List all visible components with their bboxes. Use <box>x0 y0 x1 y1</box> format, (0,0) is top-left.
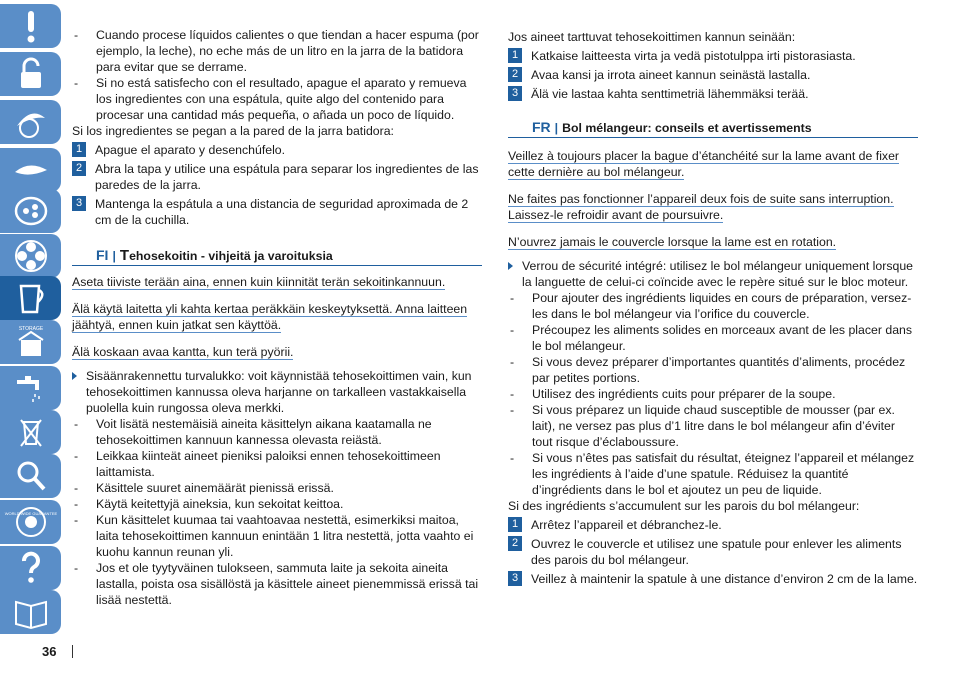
warning-text: Älä koskaan avaa kantta, kun terä pyörii. <box>72 345 294 359</box>
section-title <box>120 248 333 264</box>
step-text: Mantenga la espátula a una distancia de seguridad aproximada de 2 cm de la cuchilla. <box>95 197 469 227</box>
question-icon[interactable] <box>0 546 61 590</box>
section-title: Bol mélangeur: conseils et avertissements <box>562 121 812 135</box>
es-intro: Si los ingredientes se pegan a la pared de la jarra batidora: <box>72 124 394 138</box>
storage-label: STORAGE <box>18 326 43 332</box>
fi-section-heading <box>72 247 482 266</box>
lang-code: FR <box>532 119 551 135</box>
fr-intro: Si des ingrédients s’accumulent sur les parois du bol mélangeur: <box>508 499 860 513</box>
fi-intro: Jos aineet tarttuvat tehosekoittimen kannun seinään: <box>508 30 796 44</box>
fi-tip: - Käsittele suuret ainemäärät pienissä erissä. <box>72 480 482 496</box>
magnifier-icon[interactable] <box>0 454 61 498</box>
page-number-divider <box>72 645 73 658</box>
es-step <box>72 196 482 228</box>
fi-tip: - Jos et ole tyytyväinen tulokseen, sammuta laite ja sekoita aineita lastalla, poista osa sisällöstä ja käsittele aineet pienemmissä erissä tai lisää nestettä. <box>72 560 482 608</box>
step-text: Älä vie lastaa kahta senttimetriä lähemmäksi terää. <box>531 87 809 101</box>
fi-step <box>508 67 918 83</box>
lang-separator: | <box>554 121 559 135</box>
warning-text: Ne faites pas fonctionner l’appareil deux fois de suite sans interruption. Laissez-le refroidir avant de poursuivre. <box>508 192 894 222</box>
step-text: Abra la tapa y utilice una espátula para separar los ingredientes de las paredes de la jarra. <box>95 162 479 192</box>
fi-bullet: Sisäänrakennettu turvalukko: voit käynnistää tehosekoittimen vain, kun tehosekoittimen kannussa oleva harjanne on tarkalleen vastakkaisella puolella kuin rungossa oleva merkki. <box>72 368 482 416</box>
warning-text: Älä käytä laitetta yli kahta kertaa peräkkäin keskeytyksettä. Anna laitteen jäähtyä, ennen kuin jatkat sen käyttöä. <box>72 302 468 332</box>
fr-section-heading <box>508 119 918 138</box>
fr-warning <box>508 148 918 180</box>
right-column <box>508 29 918 587</box>
step-text: Apague el aparato y desenchúfelo. <box>95 143 286 157</box>
page-number: 36 <box>42 644 57 659</box>
step-text: Arrêtez l’appareil et débranchez-le. <box>531 518 722 532</box>
step-number: 1 <box>508 517 522 532</box>
fr-tip: - Si vous devez préparer d’importantes quantités d’aliments, procédez par petites portions. <box>508 354 918 386</box>
fi-warning <box>72 301 482 333</box>
fr-tip: - Pour ajouter des ingrédients liquides en cours de préparation, versez-les dans le bol mélangeur via l’orifice du couvercle. <box>508 290 918 322</box>
step-number: 3 <box>72 196 86 211</box>
fr-tip: - Si vous préparez un liquide chaud susceptible de mousser (par ex. lait), ne versez pas plus d’1 litre dans le bol mélangeur afin d’éviter tout risque d’éclaboussure. <box>508 402 918 450</box>
es-tip: - Cuando procese líquidos calientes o que tiendan a hacer espuma (por ejemplo, la leche), no eche más de un litro en la jarra de la batidora para evitar que se derrame. <box>72 27 482 75</box>
guarantee-icon[interactable] <box>0 500 61 544</box>
tap-icon[interactable] <box>0 366 61 410</box>
step-text: Veillez à maintenir la spatule à une distance d’environ 2 cm de la lame. <box>531 572 918 586</box>
jug-icon[interactable] <box>0 276 61 320</box>
step-text: Ouvrez le couvercle et utilisez une spatule pour enlever les aliments des parois du bol mélangeur. <box>531 537 902 567</box>
fi-warning <box>72 344 482 360</box>
disc-icon[interactable] <box>0 234 61 278</box>
fi-tip: - Leikkaa kiinteät aineet pieniksi paloiksi ennen tehosekoittimeen laittamista. <box>72 448 482 480</box>
warning-text: N’ouvrez jamais le couvercle lorsque la lame est en rotation. <box>508 235 837 249</box>
step-number: 2 <box>508 536 522 551</box>
exclamation-icon[interactable] <box>0 4 61 48</box>
fr-tip: - Précoupez les aliments solides en morceaux avant de les placer dans le bol mélangeur. <box>508 322 918 354</box>
fr-step <box>508 517 918 533</box>
step-number: 3 <box>508 571 522 586</box>
step-number: 2 <box>508 67 522 82</box>
fi-step <box>508 86 918 102</box>
fi-tip: - Voit lisätä nestemäisiä aineita käsittelyn aikana kaatamalla ne tehosekoittimen kannuun kannessa olevasta reiästä. <box>72 416 482 448</box>
warning-text: Aseta tiiviste terään aina, ennen kuin kiinnität terän sekoitinkannuun. <box>72 275 446 289</box>
step-text: Katkaise laitteesta virta ja vedä pistotulppa irti pistorasiasta. <box>531 49 856 63</box>
title-initial: T <box>119 247 130 264</box>
fi-tip: - Kun käsittelet kuumaa tai vaahtoavaa nestettä, esimerkiksi maitoa, laita tehosekoittimen kannuun enintään 1 litra nestettä, jotta vaahto ei kuohu kannun reunan yli. <box>72 512 482 560</box>
fr-step <box>508 571 918 587</box>
fr-warning <box>508 191 918 223</box>
step-number: 1 <box>72 142 86 157</box>
fi-step <box>508 48 918 64</box>
lock-icon[interactable] <box>0 52 61 96</box>
title-rest: ehosekoitin - vihjeitä ja varoituksia <box>129 249 333 263</box>
step-number: 2 <box>72 161 86 176</box>
es-tip: - Si no está satisfecho con el resultado, apague el aparato y remueva los ingredientes con una espátula, quite algo del contenido para procesar una cantidad más pequeña, o añada un poco de líquido. <box>72 75 482 123</box>
step-text: Avaa kansi ja irrota aineet kannun seinästä lastalla. <box>531 68 811 82</box>
fi-tip: - Käytä keitettyjä aineksia, kun sekoitat keittoa. <box>72 496 482 512</box>
fr-tip: - Si vous n’êtes pas satisfait du résultat, éteignez l’appareil et mélangez les ingrédients à l’aide d’une spatule. Réduisez la quantité d’ingrédients dans le bol et ajoutez un peu de liquide. <box>508 450 918 498</box>
step-number: 1 <box>508 48 522 63</box>
step-number: 3 <box>508 86 522 101</box>
sidebar <box>0 0 61 640</box>
lang-code: FI <box>96 247 109 263</box>
fr-step <box>508 536 918 568</box>
fr-warning <box>508 234 918 250</box>
blade-icon[interactable] <box>0 100 61 144</box>
kneading-icon[interactable] <box>0 189 61 233</box>
fi-warning <box>72 274 482 290</box>
guarantee-label: WORLD WIDE GUARANTEE <box>4 511 57 516</box>
fr-tip: - Utilisez des ingrédients cuits pour préparer de la soupe. <box>508 386 918 402</box>
es-step <box>72 161 482 193</box>
book-icon[interactable] <box>0 590 61 634</box>
warning-text: Veillez à toujours placer la bague d’étanchéité sur la lame avant de fixer cette dernière au bol mélangeur. <box>508 149 900 179</box>
fr-bullet: Verrou de sécurité intégré: utilisez le bol mélangeur uniquement lorsque la languette de celui-ci coïncide avec le repère situé sur le bloc moteur. <box>508 258 918 290</box>
es-step <box>72 142 482 158</box>
bin-icon[interactable] <box>0 410 61 454</box>
storage-icon[interactable] <box>0 320 61 364</box>
left-column <box>72 27 482 608</box>
whisk-icon[interactable] <box>0 148 61 192</box>
lang-separator: | <box>112 249 116 263</box>
